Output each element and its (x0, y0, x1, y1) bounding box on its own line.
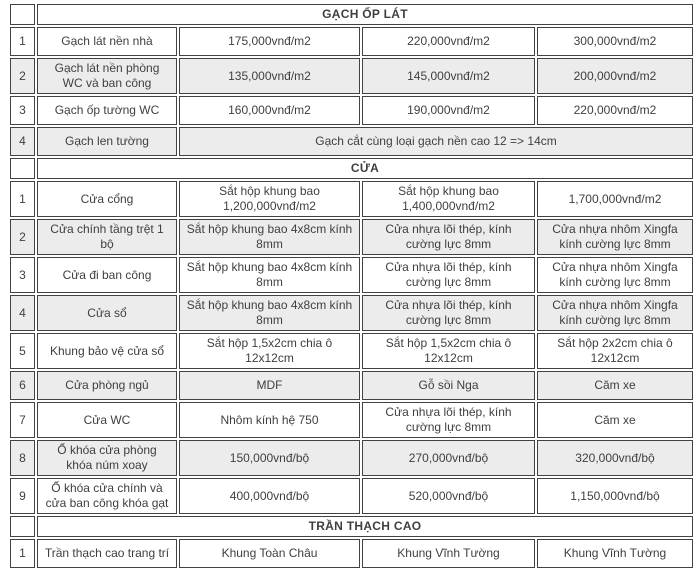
item-label-cell: Khung bảo vệ cửa sổ (37, 333, 177, 369)
row-number-cell: 2 (10, 58, 35, 94)
item-label-cell: Cửa chính tầng trệt 1 bộ (37, 219, 177, 255)
item-label-cell: Gạch len tường (37, 127, 177, 156)
price-value-cell: 160,000vnđ/m2 (179, 96, 360, 125)
table-row (10, 257, 693, 293)
price-value-cell: Nhôm kính hệ 750 (179, 402, 360, 438)
table-row (10, 127, 693, 156)
price-value-cell: Sắt hộp khung bao 1,200,000vnđ/m2 (179, 181, 360, 217)
item-label-cell: Cửa WC (37, 402, 177, 438)
price-value-cell: Sắt hộp khung bao 4x8cm kính 8mm (179, 257, 360, 293)
item-label-cell: Trần thạch cao trang trí (37, 539, 177, 568)
header-spacer-cell (10, 158, 35, 179)
price-value-cell: 190,000vnđ/m2 (362, 96, 535, 125)
row-number-cell: 9 (10, 478, 35, 514)
row-number-cell: 1 (10, 181, 35, 217)
price-value-cell: Cửa nhựa nhôm Xingfa kính cường lực 8mm (537, 219, 693, 255)
table-row (10, 402, 693, 438)
price-value-cell: MDF (179, 371, 360, 400)
table-row (10, 371, 693, 400)
price-value-cell: Cửa nhựa lõi thép, kính cường lực 8mm (362, 295, 535, 331)
table-row (10, 333, 693, 369)
table-row (10, 27, 693, 56)
price-value-cell: Cửa nhựa lõi thép, kính cường lực 8mm (362, 219, 535, 255)
table-row (10, 219, 693, 255)
row-number-cell: 4 (10, 127, 35, 156)
item-label-cell: Cửa đi ban công (37, 257, 177, 293)
row-number-cell: 3 (10, 96, 35, 125)
row-number-cell: 4 (10, 295, 35, 331)
price-table-body (10, 4, 693, 568)
price-value-cell: Sắt hộp khung bao 4x8cm kính 8mm (179, 295, 360, 331)
table-row (10, 96, 693, 125)
table-row (10, 478, 693, 514)
price-table (8, 2, 695, 570)
table-row (10, 539, 693, 568)
price-value-cell: 1,700,000vnđ/m2 (537, 181, 693, 217)
price-value-cell: Khung Vĩnh Tường (362, 539, 535, 568)
row-number-cell: 2 (10, 219, 35, 255)
price-value-cell: Sắt hộp 1,5x2cm chia ô 12x12cm (179, 333, 360, 369)
price-value-cell: Cửa nhựa lõi thép, kính cường lực 8mm (362, 402, 535, 438)
item-label-cell: Ổ khóa cửa chính và cửa ban công khóa gạt (37, 478, 177, 514)
price-value-cell: 145,000vnđ/m2 (362, 58, 535, 94)
price-value-cell: Cửa nhựa lõi thép, kính cường lực 8mm (362, 257, 535, 293)
price-value-cell: Sắt hộp khung bao 1,400,000vnđ/m2 (362, 181, 535, 217)
row-number-cell: 6 (10, 371, 35, 400)
price-value-cell: Sắt hộp 1,5x2cm chia ô 12x12cm (362, 333, 535, 369)
price-value-cell: 220,000vnđ/m2 (362, 27, 535, 56)
price-value-cell: Căm xe (537, 371, 693, 400)
section-header-row (10, 158, 693, 179)
price-value-cell: Khung Vĩnh Tường (537, 539, 693, 568)
price-value-cell: 175,000vnđ/m2 (179, 27, 360, 56)
price-value-cell: 150,000vnđ/bộ (179, 440, 360, 476)
price-value-cell: Khung Toàn Châu (179, 539, 360, 568)
price-value-cell: 300,000vnđ/m2 (537, 27, 693, 56)
table-row (10, 58, 693, 94)
price-value-cell: 220,000vnđ/m2 (537, 96, 693, 125)
header-spacer-cell (10, 4, 35, 25)
price-value-cell: Cửa nhựa nhôm Xingfa kính cường lực 8mm (537, 257, 693, 293)
row-number-cell: 1 (10, 27, 35, 56)
row-number-cell: 3 (10, 257, 35, 293)
price-value-cell: Căm xe (537, 402, 693, 438)
price-value-cell: 135,000vnđ/m2 (179, 58, 360, 94)
price-value-cell: 320,000vnđ/bộ (537, 440, 693, 476)
price-value-cell: 1,150,000vnđ/bộ (537, 478, 693, 514)
item-label-cell: Gạch ốp tường WC (37, 96, 177, 125)
item-label-cell: Gạch lát nền phòng WC và ban công (37, 58, 177, 94)
table-row (10, 181, 693, 217)
merged-note-cell: Gạch cắt cùng loại gạch nền cao 12 => 14cm (179, 127, 693, 156)
price-value-cell: Gỗ sồi Nga (362, 371, 535, 400)
row-number-cell: 7 (10, 402, 35, 438)
item-label-cell: Cửa phòng ngủ (37, 371, 177, 400)
section-title: TRẦN THẠCH CAO (37, 516, 693, 537)
row-number-cell: 5 (10, 333, 35, 369)
item-label-cell: Gạch lát nền nhà (37, 27, 177, 56)
header-spacer-cell (10, 516, 35, 537)
price-value-cell: Cửa nhựa nhôm Xingfa kính cường lực 8mm (537, 295, 693, 331)
section-title: GẠCH ỐP LÁT (37, 4, 693, 25)
item-label-cell: Ổ khóa cửa phòng khóa núm xoay (37, 440, 177, 476)
price-value-cell: Sắt hộp 2x2cm chia ô 12x12cm (537, 333, 693, 369)
price-value-cell: 520,000vnđ/bộ (362, 478, 535, 514)
section-title: CỬA (37, 158, 693, 179)
section-header-row (10, 516, 693, 537)
item-label-cell: Cửa sổ (37, 295, 177, 331)
table-row (10, 295, 693, 331)
price-value-cell: Sắt hộp khung bao 4x8cm kính 8mm (179, 219, 360, 255)
table-row (10, 440, 693, 476)
price-value-cell: 200,000vnđ/m2 (537, 58, 693, 94)
item-label-cell: Cửa cổng (37, 181, 177, 217)
row-number-cell: 1 (10, 539, 35, 568)
price-value-cell: 270,000vnđ/bộ (362, 440, 535, 476)
row-number-cell: 8 (10, 440, 35, 476)
section-header-row (10, 4, 693, 25)
price-value-cell: 400,000vnđ/bộ (179, 478, 360, 514)
